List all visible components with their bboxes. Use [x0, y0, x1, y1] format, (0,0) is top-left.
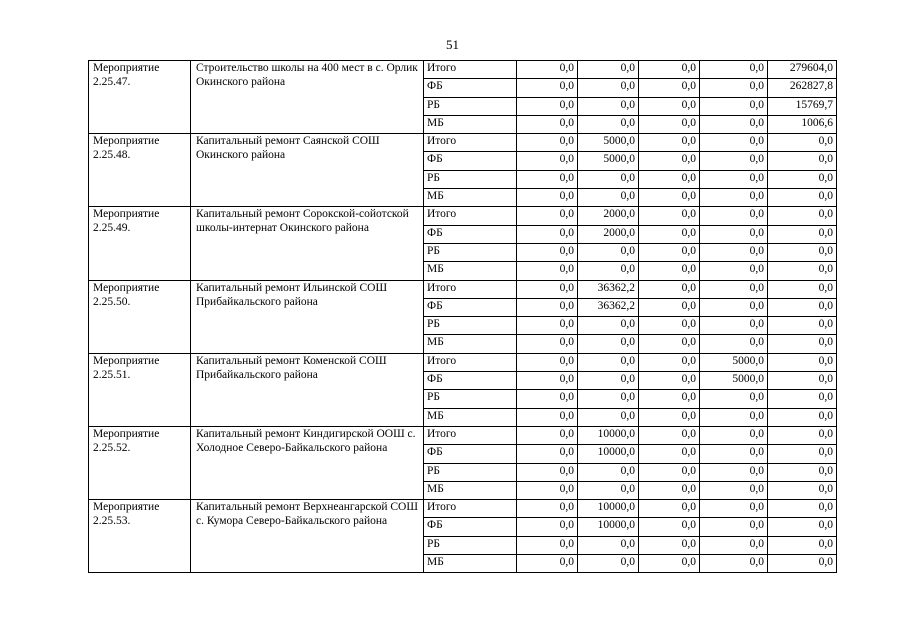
amount-cell: 0,0 [639, 372, 700, 390]
funding-source: ФБ [424, 518, 517, 536]
amount-cell: 0,0 [639, 408, 700, 426]
amount-cell: 0,0 [517, 555, 578, 573]
funding-source: ФБ [424, 152, 517, 170]
amount-cell: 0,0 [700, 115, 768, 133]
activity-name: Капитальный ремонт Сорокской-сойотской школы-интернат Окинского района [191, 207, 424, 280]
amount-cell: 0,0 [639, 445, 700, 463]
amount-cell: 0,0 [578, 189, 639, 207]
amount-cell: 0,0 [639, 481, 700, 499]
amount-cell: 0,0 [700, 536, 768, 554]
amount-cell: 0,0 [639, 390, 700, 408]
amount-cell: 1006,6 [768, 115, 837, 133]
activity-code: Мероприятие 2.25.47. [89, 61, 191, 134]
activity-code: Мероприятие 2.25.53. [89, 500, 191, 573]
amount-cell: 0,0 [517, 445, 578, 463]
funding-source: МБ [424, 408, 517, 426]
amount-cell: 5000,0 [578, 152, 639, 170]
amount-cell: 0,0 [639, 518, 700, 536]
activity-code: Мероприятие 2.25.51. [89, 353, 191, 426]
amount-cell: 0,0 [768, 134, 837, 152]
amount-cell: 0,0 [517, 115, 578, 133]
amount-cell: 0,0 [768, 390, 837, 408]
amount-cell: 0,0 [639, 317, 700, 335]
amount-cell: 0,0 [639, 61, 700, 79]
funding-source: Итого [424, 426, 517, 444]
budget-table [88, 60, 837, 573]
funding-source: МБ [424, 189, 517, 207]
amount-cell: 0,0 [700, 481, 768, 499]
amount-cell: 0,0 [768, 426, 837, 444]
table-row [89, 353, 837, 371]
amount-cell: 0,0 [578, 536, 639, 554]
table-row [89, 207, 837, 225]
amount-cell: 10000,0 [578, 518, 639, 536]
amount-cell: 0,0 [639, 536, 700, 554]
amount-cell: 0,0 [578, 170, 639, 188]
funding-source: РБ [424, 170, 517, 188]
amount-cell: 10000,0 [578, 426, 639, 444]
amount-cell: 0,0 [639, 225, 700, 243]
amount-cell: 0,0 [700, 555, 768, 573]
amount-cell: 0,0 [639, 152, 700, 170]
funding-source: МБ [424, 115, 517, 133]
amount-cell: 0,0 [517, 170, 578, 188]
amount-cell: 0,0 [639, 79, 700, 97]
funding-source: РБ [424, 97, 517, 115]
amount-cell: 0,0 [700, 97, 768, 115]
funding-source: ФБ [424, 372, 517, 390]
amount-cell: 0,0 [639, 353, 700, 371]
amount-cell: 36362,2 [578, 280, 639, 298]
amount-cell: 0,0 [768, 372, 837, 390]
amount-cell: 0,0 [700, 262, 768, 280]
amount-cell: 0,0 [700, 225, 768, 243]
activity-name: Строительство школы на 400 мест в с. Орлик Окинского района [191, 61, 424, 134]
funding-source: РБ [424, 463, 517, 481]
activity-name: Капитальный ремонт Коменской СОШ Прибайкальского района [191, 353, 424, 426]
amount-cell: 0,0 [639, 170, 700, 188]
activity-code: Мероприятие 2.25.48. [89, 134, 191, 207]
amount-cell: 0,0 [768, 189, 837, 207]
amount-cell: 0,0 [700, 61, 768, 79]
funding-source: РБ [424, 536, 517, 554]
amount-cell: 0,0 [578, 61, 639, 79]
amount-cell: 0,0 [517, 390, 578, 408]
funding-source: РБ [424, 390, 517, 408]
amount-cell: 5000,0 [578, 134, 639, 152]
funding-source: Итого [424, 280, 517, 298]
amount-cell: 0,0 [768, 445, 837, 463]
funding-source: МБ [424, 555, 517, 573]
amount-cell: 0,0 [639, 207, 700, 225]
activity-name: Капитальный ремонт Верхнеангарской СОШ с. Кумора Северо-Байкальского района [191, 500, 424, 573]
funding-source: Итого [424, 61, 517, 79]
table-row [89, 61, 837, 79]
amount-cell: 0,0 [578, 79, 639, 97]
amount-cell: 0,0 [517, 61, 578, 79]
table-row [89, 280, 837, 298]
amount-cell: 0,0 [578, 262, 639, 280]
table-body [89, 61, 837, 573]
amount-cell: 0,0 [578, 481, 639, 499]
funding-source: РБ [424, 317, 517, 335]
amount-cell: 0,0 [517, 353, 578, 371]
amount-cell: 0,0 [768, 408, 837, 426]
activity-name: Капитальный ремонт Ильинской СОШ Прибайкальского района [191, 280, 424, 353]
amount-cell: 0,0 [700, 408, 768, 426]
activity-code: Мероприятие 2.25.50. [89, 280, 191, 353]
amount-cell: 0,0 [768, 298, 837, 316]
amount-cell: 0,0 [768, 463, 837, 481]
amount-cell: 0,0 [639, 280, 700, 298]
funding-source: ФБ [424, 445, 517, 463]
amount-cell: 0,0 [700, 152, 768, 170]
amount-cell: 0,0 [768, 500, 837, 518]
amount-cell: 2000,0 [578, 225, 639, 243]
amount-cell: 0,0 [700, 298, 768, 316]
amount-cell: 5000,0 [700, 353, 768, 371]
amount-cell: 0,0 [578, 353, 639, 371]
activity-code: Мероприятие 2.25.49. [89, 207, 191, 280]
amount-cell: 0,0 [768, 555, 837, 573]
amount-cell: 0,0 [578, 408, 639, 426]
amount-cell: 0,0 [517, 481, 578, 499]
amount-cell: 0,0 [517, 97, 578, 115]
amount-cell: 0,0 [517, 536, 578, 554]
amount-cell: 0,0 [517, 518, 578, 536]
amount-cell: 0,0 [517, 335, 578, 353]
amount-cell: 15769,7 [768, 97, 837, 115]
amount-cell: 0,0 [768, 317, 837, 335]
amount-cell: 0,0 [517, 463, 578, 481]
amount-cell: 0,0 [578, 555, 639, 573]
amount-cell: 0,0 [517, 152, 578, 170]
amount-cell: 0,0 [768, 152, 837, 170]
amount-cell: 0,0 [578, 372, 639, 390]
amount-cell: 0,0 [700, 518, 768, 536]
amount-cell: 0,0 [768, 225, 837, 243]
amount-cell: 0,0 [517, 500, 578, 518]
amount-cell: 0,0 [517, 317, 578, 335]
funding-source: Итого [424, 134, 517, 152]
amount-cell: 0,0 [517, 134, 578, 152]
amount-cell: 0,0 [768, 536, 837, 554]
funding-source: Итого [424, 207, 517, 225]
amount-cell: 0,0 [517, 426, 578, 444]
amount-cell: 0,0 [517, 79, 578, 97]
amount-cell: 0,0 [700, 390, 768, 408]
funding-source: Итого [424, 353, 517, 371]
amount-cell: 0,0 [700, 170, 768, 188]
table-row [89, 134, 837, 152]
amount-cell: 0,0 [578, 335, 639, 353]
amount-cell: 10000,0 [578, 445, 639, 463]
amount-cell: 0,0 [639, 298, 700, 316]
amount-cell: 0,0 [700, 189, 768, 207]
amount-cell: 262827,8 [768, 79, 837, 97]
amount-cell: 0,0 [768, 207, 837, 225]
table-row [89, 426, 837, 444]
amount-cell: 2000,0 [578, 207, 639, 225]
amount-cell: 0,0 [639, 189, 700, 207]
amount-cell: 0,0 [768, 280, 837, 298]
activity-code: Мероприятие 2.25.52. [89, 426, 191, 499]
amount-cell: 0,0 [700, 335, 768, 353]
amount-cell: 36362,2 [578, 298, 639, 316]
funding-source: ФБ [424, 298, 517, 316]
amount-cell: 0,0 [639, 243, 700, 261]
amount-cell: 0,0 [700, 445, 768, 463]
amount-cell: 0,0 [700, 243, 768, 261]
amount-cell: 0,0 [639, 335, 700, 353]
amount-cell: 0,0 [517, 207, 578, 225]
funding-source: МБ [424, 481, 517, 499]
amount-cell: 0,0 [768, 335, 837, 353]
amount-cell: 0,0 [700, 280, 768, 298]
amount-cell: 0,0 [700, 207, 768, 225]
amount-cell: 0,0 [700, 134, 768, 152]
amount-cell: 0,0 [639, 463, 700, 481]
amount-cell: 0,0 [578, 317, 639, 335]
amount-cell: 0,0 [700, 463, 768, 481]
amount-cell: 0,0 [639, 426, 700, 444]
amount-cell: 0,0 [517, 372, 578, 390]
amount-cell: 0,0 [639, 262, 700, 280]
amount-cell: 0,0 [700, 317, 768, 335]
funding-source: ФБ [424, 79, 517, 97]
amount-cell: 0,0 [578, 390, 639, 408]
amount-cell: 0,0 [768, 481, 837, 499]
amount-cell: 0,0 [768, 170, 837, 188]
amount-cell: 0,0 [768, 518, 837, 536]
amount-cell: 0,0 [768, 353, 837, 371]
funding-source: ФБ [424, 225, 517, 243]
page-number: 51 [446, 37, 459, 52]
amount-cell: 0,0 [768, 243, 837, 261]
amount-cell: 0,0 [639, 500, 700, 518]
amount-cell: 0,0 [517, 280, 578, 298]
funding-source: Итого [424, 500, 517, 518]
table-row [89, 500, 837, 518]
amount-cell: 0,0 [517, 189, 578, 207]
funding-source: МБ [424, 262, 517, 280]
amount-cell: 0,0 [517, 243, 578, 261]
amount-cell: 0,0 [700, 79, 768, 97]
funding-source: РБ [424, 243, 517, 261]
amount-cell: 0,0 [517, 225, 578, 243]
amount-cell: 0,0 [639, 115, 700, 133]
amount-cell: 0,0 [639, 555, 700, 573]
activity-name: Капитальный ремонт Киндигирской ООШ с. Холодное Северо-Байкальского района [191, 426, 424, 499]
funding-source: МБ [424, 335, 517, 353]
amount-cell: 0,0 [517, 408, 578, 426]
amount-cell: 0,0 [578, 243, 639, 261]
activity-name: Капитальный ремонт Саянской СОШ Окинского района [191, 134, 424, 207]
amount-cell: 0,0 [517, 262, 578, 280]
amount-cell: 10000,0 [578, 500, 639, 518]
amount-cell: 279604,0 [768, 61, 837, 79]
amount-cell: 5000,0 [700, 372, 768, 390]
amount-cell: 0,0 [639, 97, 700, 115]
amount-cell: 0,0 [639, 134, 700, 152]
amount-cell: 0,0 [578, 115, 639, 133]
amount-cell: 0,0 [578, 463, 639, 481]
amount-cell: 0,0 [700, 426, 768, 444]
amount-cell: 0,0 [578, 97, 639, 115]
amount-cell: 0,0 [700, 500, 768, 518]
amount-cell: 0,0 [517, 298, 578, 316]
amount-cell: 0,0 [768, 262, 837, 280]
